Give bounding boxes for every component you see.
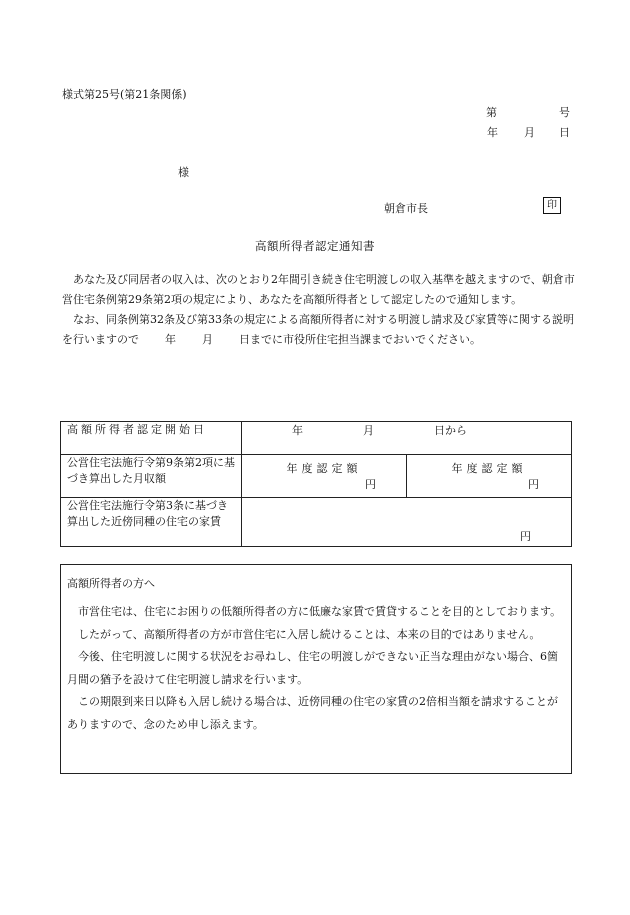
date-month: 月 <box>524 126 535 139</box>
body-paragraph-1: あなた及び同居者の収入は、次のとおり2年間引き続き住宅明渡しの収入基準を越えますので、朝倉市営住宅条例第29条第2項の規定により、あなたを高額所得者として認定したので通知します。 <box>62 273 575 306</box>
table-row <box>61 422 572 455</box>
nearby-rent-value: 円 <box>242 498 572 547</box>
certified-amount-b-yen: 円 <box>528 478 539 491</box>
income-info-table <box>60 421 572 547</box>
document-number <box>486 104 570 120</box>
monthly-income-label: 公営住宅法施行令第9条第2項に基づき算出した月収額 <box>61 455 242 498</box>
date-day: 日 <box>559 126 570 139</box>
document-title: 高額所得者認定通知書 <box>255 239 375 253</box>
notice-body <box>67 601 565 736</box>
addressee: 様 <box>178 166 189 179</box>
notice-heading: 高額所得者の方へ <box>67 577 155 590</box>
certified-amount-b-head: 年度認定額 <box>451 462 527 475</box>
seal-mark: 印 <box>543 197 561 214</box>
table-row <box>61 455 572 498</box>
notice-box <box>60 564 572 774</box>
notice-paragraph-2: したがって、高額所得者の方が市営住宅に入居し続けることは、本来の目的ではありません。 <box>78 627 541 641</box>
certified-amount-a <box>242 455 407 498</box>
start-date-label: 高額所得者認定開始日 <box>61 422 242 455</box>
certified-amount-a-head: 年度認定額 <box>286 462 362 475</box>
date-year: 年 <box>487 126 498 139</box>
body-paragraph-2: なお、同条例第32条及び第33条の規定による高額所得者に対する明渡し請求及び家賃等に関する説明を行いますので 年 月 日までに市役所住宅担当課までおいでください。 <box>62 313 574 346</box>
body-text <box>62 270 578 350</box>
certified-amount-a-yen: 円 <box>365 478 376 491</box>
certified-amount-b <box>407 455 572 498</box>
sender-name: 朝倉市長 <box>384 202 428 215</box>
doc-no-prefix: 第 <box>486 106 497 119</box>
doc-no-suffix: 号 <box>559 106 570 119</box>
issue-date <box>487 124 570 140</box>
notice-paragraph-3: 今後、住宅明渡しに関する状況をお尋ねし、住宅の明渡しができない正当な理由がない場合、6箇月間の猶予を設けて住宅明渡し請求を行います。 <box>67 650 558 686</box>
form-number-label: 様式第25号(第21条関係) <box>62 88 187 101</box>
start-date-value: 年 月 日から <box>242 422 572 455</box>
nearby-rent-label: 公営住宅法施行令第3条に基づき算出した近傍同種の住宅の家賃 <box>61 498 242 547</box>
table-row <box>61 498 572 547</box>
notice-paragraph-1: 市営住宅は、住宅にお困りの低額所得者の方に低廉な家賃で賃貸することを目的としております。 <box>78 605 562 618</box>
notice-paragraph-4: この期限到来日以降も入居し続ける場合は、近傍同種の住宅の家賃の2倍相当額を請求することがありますので、念のため申し添えます。 <box>67 695 558 731</box>
